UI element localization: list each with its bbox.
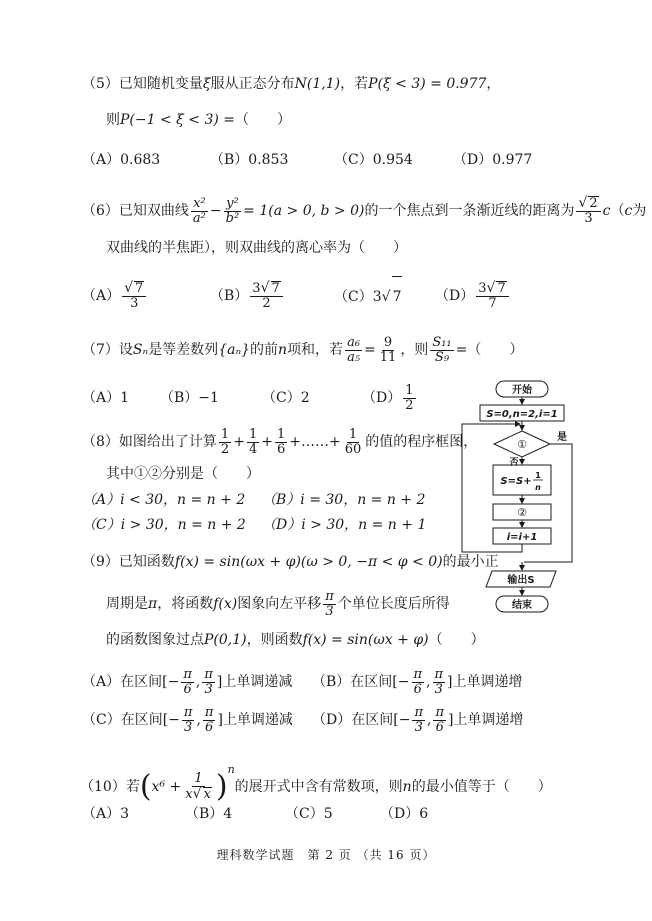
q10-n: n	[402, 779, 412, 795]
q9-text: 的最小正	[442, 554, 499, 570]
q8-frac-4	[343, 428, 364, 456]
q5-option-a: （A）0.683	[82, 152, 161, 168]
q9-option-a	[82, 662, 292, 702]
q9-fx: f(x) = sin(ωx + φ)(ω > 0, −π < φ < 0)	[174, 554, 443, 570]
q9-d6: 6	[413, 681, 422, 697]
q6-c-label: （C）	[334, 289, 373, 305]
q10-x6: x⁶ +	[151, 779, 182, 795]
q9-a-frac1	[181, 668, 194, 696]
q9-pi-sym: π	[413, 666, 423, 682]
q5-xi: ξ	[202, 76, 211, 92]
q7-option-b: （B）−1	[160, 390, 219, 406]
q10-option-c: （C）5	[285, 806, 333, 822]
q7-d-num: 1	[405, 382, 414, 398]
q9-c-frac1	[182, 706, 195, 734]
q9-d-frac2	[433, 706, 446, 734]
q6-d-frac: $\frac{3√ 7}{7}$	[476, 281, 508, 310]
q9-text: 个单位长度后所得	[337, 596, 450, 612]
q6-frac-y	[224, 197, 242, 225]
q6-b-rad: 7	[271, 281, 280, 297]
q6-option-c: （C）3√ 7	[334, 276, 402, 317]
q5-text: 已知随机变量	[118, 76, 203, 92]
q10-one: 1	[194, 771, 203, 787]
q9-comma: ,	[196, 712, 201, 728]
q6-d-den: 7	[488, 296, 497, 312]
q9-d-frac1	[412, 706, 425, 734]
q6-d-rad: 7	[497, 281, 506, 297]
page-footer: 理科数学试题 第 2 页 （共 16 页）	[216, 848, 436, 862]
q7-frac-a	[345, 336, 362, 364]
q7-option-a: （A）1	[82, 390, 130, 406]
q7-text: ，则	[400, 342, 429, 358]
flow-end-text: 结束	[512, 600, 532, 611]
q5-text: 则	[106, 112, 120, 128]
q9-bracket: [−	[162, 674, 180, 690]
q5-text: 服从正态分布	[210, 76, 295, 92]
q8-option-c: （C）i > 30，n = n + 2	[82, 517, 246, 533]
q8-f3n: 1	[276, 426, 286, 442]
q9-comma: ,	[195, 674, 201, 690]
q8-option-b: （B）i = 30，n = n + 2	[262, 492, 426, 508]
q7-d-den: 2	[405, 397, 414, 413]
q9-d3: 3	[434, 681, 443, 697]
answer-paren: （ ）	[428, 632, 485, 648]
q9-text: 的函数图象过点	[106, 632, 204, 648]
q6-three: 3	[584, 211, 593, 227]
q10-option-b: （B）4	[185, 806, 233, 822]
q7-eq: =	[364, 342, 376, 358]
q9-fx2: f(x)	[213, 596, 238, 612]
q7-stem	[82, 330, 523, 370]
q9-option-c	[82, 700, 293, 740]
q7-number: （7）	[82, 342, 119, 358]
q5-ask-expr: P(−1 < ξ < 3) =	[120, 112, 236, 128]
q10-text: 若	[125, 779, 140, 795]
q9-bracket: [−	[392, 674, 410, 690]
q6-c: c	[602, 203, 611, 219]
q6-d-label: （D）	[435, 288, 475, 304]
q6-c-rad: 7	[392, 276, 403, 317]
q5-dist: N(1,1)	[294, 76, 341, 92]
q8-frac-3	[275, 428, 287, 456]
q10-frac: $\frac{1}{x√ x}$	[185, 771, 211, 802]
flow-assign-num: 1	[535, 471, 541, 480]
q9-comma: ,	[426, 712, 432, 728]
q8-line2: 其中①②分别是（ ）	[106, 466, 260, 482]
q9-shift-frac	[323, 590, 336, 618]
q8-plus: +	[233, 434, 245, 450]
q7-an: {aₙ}	[218, 342, 251, 358]
q7-frac-s	[430, 336, 453, 364]
q6-b-num: 3	[252, 281, 261, 297]
flow-start-text: 开始	[512, 385, 532, 396]
q9-stem	[82, 552, 499, 572]
q7-s9: S₉	[434, 349, 450, 365]
q5-option-d: （D）0.977	[453, 152, 533, 168]
q6-text: 为	[632, 203, 647, 219]
q6-line2: 双曲线的半焦距），则双曲线的离心率为（ ）	[106, 240, 407, 256]
q9-line3	[106, 630, 485, 650]
q9-d3: 3	[414, 719, 423, 735]
q7-s11: S₁₁	[432, 334, 452, 350]
q9-text: 图象向左平移	[237, 596, 322, 612]
q9-d-tail: 上单调递增	[453, 712, 524, 728]
q8-f2d: 4	[248, 441, 258, 457]
q6-a2: a²	[192, 210, 206, 226]
q9-pi-sym: π	[183, 704, 193, 720]
q7-a5: a₅	[347, 349, 361, 365]
q7-option-c: （C）2	[262, 390, 310, 406]
q7-d-label: （D）	[362, 390, 402, 406]
q9-b-frac2	[433, 668, 446, 696]
q7-sn: Sₙ	[132, 342, 149, 358]
q6-y2: y²	[226, 195, 239, 211]
q8-f1n: 1	[220, 426, 230, 442]
q6-text: 已知双曲线	[118, 203, 189, 219]
q6-a-label: （A）	[82, 288, 121, 304]
answer-paren: （ ）	[235, 112, 292, 128]
q6-number: （6）	[82, 203, 119, 219]
q6-frac-x	[191, 197, 208, 225]
q8-f2n: 1	[248, 426, 258, 442]
q9-pi: π	[148, 596, 158, 612]
q7-text: 项和，若	[287, 342, 344, 358]
q7-d-frac	[403, 384, 415, 412]
q6-sqrt2: 2	[589, 196, 598, 212]
q6-a-frac: $\frac{√ 7}{3}$	[122, 281, 146, 310]
q9-bracket: [−	[393, 712, 411, 728]
q9-pi-sym: π	[435, 704, 444, 720]
q8-option-a: （A）i < 30，n = n + 2	[82, 492, 246, 508]
q7-a6: a₆	[347, 334, 361, 350]
q9-comma: ,	[426, 674, 431, 690]
q6-b-den: 2	[262, 296, 271, 312]
q6-c2: c	[624, 203, 633, 219]
q6-frac-dist: $\frac{√ 2}{3}$	[576, 196, 600, 225]
q7-nine: 9	[383, 334, 393, 350]
q6-a-den: 3	[130, 296, 139, 312]
q9-d3: 3	[204, 681, 213, 697]
q10-option-d: （D）6	[380, 806, 429, 822]
q9-c-tail: 上单调递减	[222, 712, 293, 728]
q10-option-a: （A）3	[82, 806, 130, 822]
q9-pid: 3	[325, 603, 334, 619]
q7-eleven: 11	[379, 349, 397, 365]
q9-text: ，则函数	[246, 632, 303, 648]
q5-ask	[106, 110, 291, 130]
q9-a-tail: 上单调递减	[222, 674, 293, 690]
q8-text: 如图给出了计算	[118, 434, 217, 450]
q7-tail: =（ ）	[455, 342, 524, 358]
flowchart	[458, 378, 588, 618]
flow-assign-lhs: S=S+	[500, 476, 532, 487]
q9-number: （9）	[82, 554, 119, 570]
q7-n: n	[278, 342, 288, 358]
q8-frac-1	[219, 428, 231, 456]
q9-c-label: （C）在区间	[82, 712, 163, 728]
q9-b-frac1	[412, 668, 425, 696]
q9-point: P(0,1)	[204, 632, 247, 648]
q10-text: 的展开式中含有常数项，则	[234, 779, 403, 795]
q6-b2: b²	[225, 210, 240, 226]
q9-b-label: （B）在区间	[312, 674, 393, 690]
q9-d6: 6	[183, 681, 192, 697]
q5-number: （5）	[82, 76, 119, 92]
q9-pi-sym: π	[434, 666, 444, 682]
q9-pi-sym: π	[204, 704, 214, 720]
q9-pi-sym: π	[414, 704, 423, 720]
q9-option-d	[312, 700, 523, 740]
q6-option-b	[210, 276, 285, 316]
flow-assign-den: n	[535, 483, 541, 492]
q8-tail: 的值的程序框图，	[365, 434, 478, 450]
q9-c-frac2	[203, 706, 216, 734]
q8-f1d: 2	[220, 441, 230, 457]
q5-cond: P(ξ < 3) = 0.977	[368, 76, 487, 92]
q9-bracket: ]	[447, 674, 453, 690]
q5-option-c: （C）0.954	[334, 152, 413, 168]
q6-x2: x²	[193, 195, 206, 211]
q8-dots: +……+	[289, 434, 341, 450]
q9-option-b	[312, 662, 523, 702]
q9-text: 周期是	[106, 596, 148, 612]
q9-d3: 3	[184, 719, 193, 735]
q5-text: ，	[486, 76, 501, 92]
q9-bracket: ]	[447, 712, 454, 728]
q6-option-a	[82, 276, 148, 316]
flow-cond-text: ①	[517, 438, 527, 451]
q6-stem: （6）已知双曲线 $\frac{\text{x²}}{\text{a²}}$ − $\frac{\text{y²}}{\text{b²}}$ = 1(a > 0, b > 0)的一个焦点到一条渐近线的距离为 $\frac{√ 2}{3}$ c（c为	[82, 195, 647, 227]
q8-number: （8）	[82, 434, 119, 450]
q7-text: 的前	[250, 342, 279, 358]
q8-plus: +	[261, 434, 273, 450]
q6-text: （	[610, 203, 625, 219]
q9-bracket: ]	[216, 674, 223, 690]
q7-text: 是等差数列	[148, 342, 219, 358]
q9-text: 已知函数	[118, 554, 175, 570]
q10-rad-x: x	[203, 786, 211, 802]
q9-d6: 6	[435, 719, 444, 735]
flow-no-label: 否	[509, 458, 519, 468]
q10-text: 的最小值等于（ ）	[411, 779, 552, 795]
q8-stem	[82, 422, 477, 462]
q6-b-label: （B）	[210, 288, 249, 304]
q8-frac-2	[247, 428, 259, 456]
q8-f4n: 1	[348, 426, 358, 442]
q8-option-d: （D）i > 30，n = n + 1	[262, 517, 427, 533]
q9-text: ，将函数	[157, 596, 214, 612]
q6-c-val: 3	[372, 289, 382, 305]
q9-d6: 6	[205, 719, 214, 735]
q9-b-tail: 上单调递增	[452, 674, 523, 690]
q9-line2	[106, 584, 450, 624]
q9-bracket: [−	[162, 712, 180, 728]
q7-text: 设	[118, 342, 133, 358]
q9-fx3: f(x) = sin(ωx + φ)	[302, 632, 429, 648]
q6-option-d	[435, 276, 511, 316]
q9-pin: π	[325, 588, 334, 604]
q8-f3d: 6	[276, 441, 286, 457]
q7-option-d	[362, 378, 418, 418]
flow-init-text: S=0,n=2,i=1	[486, 409, 558, 420]
q9-a-label: （A）在区间	[82, 674, 163, 690]
q9-a-frac2	[202, 668, 215, 696]
q9-pi-sym: π	[183, 666, 192, 682]
q10-number: （10）	[80, 779, 126, 795]
q10-stem: （10）若(x⁶ + $\frac{1}{x√ x}$ )$^n$的展开式中含有常数项，则n的最小值等于（ ）	[80, 763, 552, 804]
q10-power: n	[227, 763, 235, 776]
flow-step2-text: ②	[517, 506, 527, 519]
q5-text: ，若	[340, 76, 369, 92]
q6-a-rad: 7	[135, 281, 144, 297]
q10-x: x	[185, 786, 193, 802]
q6-eq-tail: = 1(a > 0, b > 0)	[243, 203, 365, 219]
q6-text: 的一个焦点到一条渐近线的距离为	[364, 203, 575, 219]
q7-frac-ratio	[378, 336, 399, 364]
q5-stem	[82, 74, 500, 94]
q9-pi-sym: π	[204, 666, 213, 682]
q9-bracket: ]	[217, 712, 223, 728]
q6-d-num: 3	[478, 281, 487, 297]
q5-option-b: （B）0.853	[210, 152, 289, 168]
flow-yes-label: 是	[557, 432, 567, 443]
q6-b-frac: $\frac{3√ 7}{2}$	[250, 281, 282, 310]
flow-output-text: 输出S	[507, 575, 535, 586]
q9-d-label: （D）在区间	[312, 712, 394, 728]
flow-incr-text: i=i+1	[506, 532, 538, 543]
q8-f4d: 60	[344, 441, 362, 457]
